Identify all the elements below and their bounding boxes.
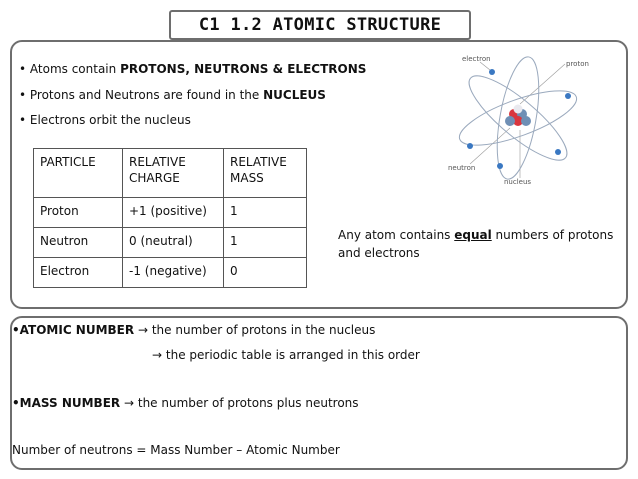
nucleus-label: nucleus <box>504 178 532 186</box>
particle-table <box>33 148 307 288</box>
header-particle: PARTICLE <box>34 149 123 198</box>
table-row <box>34 228 307 258</box>
atomic-number-term: •ATOMIC NUMBER <box>12 323 135 337</box>
cell-particle: Proton <box>34 198 123 228</box>
cell-mass: 1 <box>224 198 307 228</box>
table-header-row <box>34 149 307 198</box>
periodic-table-line: → the periodic table is arranged in this order <box>152 348 420 362</box>
cell-charge: 0 (neutral) <box>123 228 224 258</box>
page-title: C1 1.2 ATOMIC STRUCTURE <box>169 10 471 40</box>
equal-protons-electrons-note: Any atom contains equal numbers of protons and electrons <box>338 228 614 260</box>
cell-mass: 1 <box>224 228 307 258</box>
atom-diagram <box>440 48 608 190</box>
neutron-formula: Number of neutrons = Mass Number – Atomic Number <box>12 443 340 457</box>
bullet-electrons-orbit: • Electrons orbit the nucleus <box>19 113 191 127</box>
cell-charge: +1 (positive) <box>123 198 224 228</box>
table-row <box>34 198 307 228</box>
arrow-icon: → <box>152 348 163 362</box>
electron-pointer <box>480 62 490 70</box>
atomic-number-line: •ATOMIC NUMBER → the number of protons in the nucleus <box>12 323 376 337</box>
header-relative-mass: RELATIVE MASS <box>224 149 307 198</box>
bullet-nucleus: • Protons and Neutrons are found in the NUCLEUS <box>19 88 326 102</box>
cell-mass: 0 <box>224 258 307 288</box>
proton-pointer <box>520 64 565 104</box>
arrow-icon: → <box>137 323 149 337</box>
neutron-pointer <box>470 128 510 164</box>
cell-charge: -1 (negative) <box>123 258 224 288</box>
header-relative-charge: RELATIVE CHARGE <box>123 149 224 198</box>
cell-particle: Electron <box>34 258 123 288</box>
electron-label: electron <box>462 55 491 63</box>
nucleus-icon <box>505 105 531 127</box>
cell-particle: Neutron <box>34 228 123 258</box>
mass-number-line: •MASS NUMBER → the number of protons plus neutrons <box>12 396 359 410</box>
mass-number-term: •MASS NUMBER <box>12 396 121 410</box>
arrow-icon: → <box>123 396 135 410</box>
table-row <box>34 258 307 288</box>
neutron-label: neutron <box>448 164 476 172</box>
bullet-atoms-contain: • Atoms contain PROTONS, NEUTRONS & ELECTRONS <box>19 62 367 76</box>
proton-label: proton <box>566 60 589 68</box>
